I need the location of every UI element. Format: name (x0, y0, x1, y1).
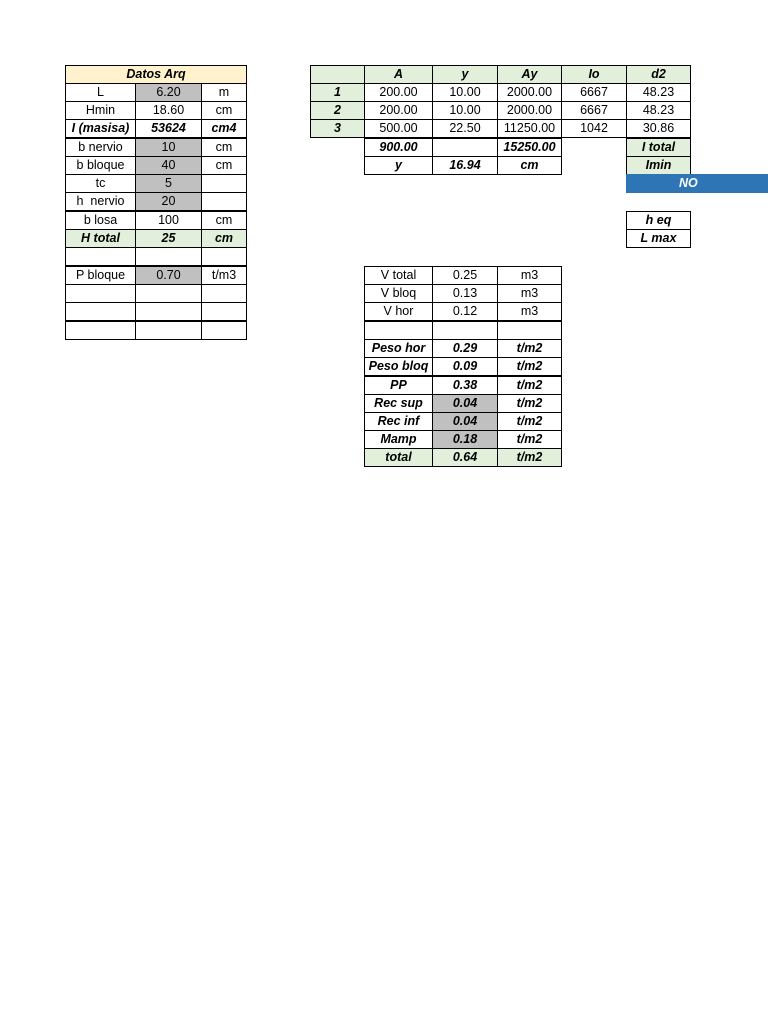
cell-unit-peso-hor: t/m2 (497, 339, 562, 358)
cell-unit-p-bloque: t/m3 (201, 266, 247, 285)
cell-value-h-nervio[interactable]: 20 (135, 192, 202, 211)
cell-label-p-bloque: P bloque (65, 266, 136, 285)
cell-value-rec-inf[interactable]: 0.04 (432, 412, 498, 431)
cell-label-i-masisa: I (masisa) (65, 119, 136, 138)
table-cell[interactable]: 200.00 (364, 83, 433, 102)
status-banner: NO (626, 174, 768, 193)
cell-unit-v-total: m3 (497, 266, 562, 285)
cell-value-peso-bloq[interactable]: 0.09 (432, 357, 498, 376)
row-index: 1 (310, 83, 365, 102)
cell-empty[interactable] (432, 321, 498, 340)
table-cell[interactable]: 10.00 (432, 83, 498, 102)
row-index: 2 (310, 101, 365, 120)
cell-empty[interactable] (65, 302, 136, 321)
cell-value-hmin[interactable]: 18.60 (135, 101, 202, 120)
cell-value-i-masisa[interactable]: 53624 (135, 119, 202, 138)
label-i-total: I total (626, 138, 691, 157)
cell-empty[interactable] (65, 247, 136, 266)
table-cell[interactable]: 6667 (561, 83, 627, 102)
table-cell[interactable]: 48.23 (626, 83, 691, 102)
cell-value-l[interactable]: 6.20 (135, 83, 202, 102)
cell-value-h-total[interactable]: 25 (135, 229, 202, 248)
cell-label-rec-sup: Rec sup (364, 394, 433, 413)
cell-label-peso-bloq: Peso bloq (364, 357, 433, 376)
table-cell[interactable]: 11250.00 (497, 119, 562, 138)
cell-unit-hmin: cm (201, 101, 247, 120)
header-cell-ay: Ay (497, 65, 562, 84)
value-y-centroid[interactable]: 16.94 (432, 156, 498, 175)
header-cell-a: A (364, 65, 433, 84)
cell-label-h-nervio: h nervio (65, 192, 136, 211)
cell-unit-tc (201, 174, 247, 193)
cell-label-v-total: V total (364, 266, 433, 285)
table-cell[interactable]: 500.00 (364, 119, 433, 138)
cell-unit-h-nervio (201, 192, 247, 211)
table-cell[interactable]: 10.00 (432, 101, 498, 120)
cell-empty[interactable] (65, 321, 136, 340)
cell-empty[interactable] (135, 302, 202, 321)
sum-ay[interactable]: 15250.00 (497, 138, 562, 157)
cell-value-tc[interactable]: 5 (135, 174, 202, 193)
cell-empty[interactable] (432, 138, 498, 157)
cell-unit-h-total: cm (201, 229, 247, 248)
cell-value-b-bloque[interactable]: 40 (135, 156, 202, 175)
cell-empty[interactable] (201, 284, 247, 303)
cell-unit-mamp: t/m2 (497, 430, 562, 449)
cell-value-pp[interactable]: 0.38 (432, 376, 498, 395)
cell-empty[interactable] (65, 284, 136, 303)
cell-unit-rec-sup: t/m2 (497, 394, 562, 413)
cell-label-rec-inf: Rec inf (364, 412, 433, 431)
cell-value-v-hor[interactable]: 0.12 (432, 302, 498, 321)
cell-empty[interactable] (364, 321, 433, 340)
cell-unit-i-masisa: cm4 (201, 119, 247, 138)
cell-unit-l: m (201, 83, 247, 102)
label-y-centroid: y (364, 156, 433, 175)
label-imin: Imin (626, 156, 691, 175)
cell-label-v-bloq: V bloq (364, 284, 433, 303)
table-cell[interactable]: 200.00 (364, 101, 433, 120)
cell-unit-total: t/m2 (497, 448, 562, 467)
table-cell[interactable]: 2000.00 (497, 101, 562, 120)
table-cell[interactable]: 22.50 (432, 119, 498, 138)
unit-y-centroid: cm (497, 156, 562, 175)
cell-value-v-total[interactable]: 0.25 (432, 266, 498, 285)
header-cell-io: Io (561, 65, 627, 84)
cell-value-b-losa[interactable]: 100 (135, 211, 202, 230)
cell-label-b-nervio: b nervio (65, 138, 136, 157)
datos-arq-title: Datos Arq (65, 65, 247, 84)
table-cell[interactable]: 6667 (561, 101, 627, 120)
row-index: 3 (310, 119, 365, 138)
cell-label-pp: PP (364, 376, 433, 395)
label-h-eq: h eq (626, 211, 691, 230)
cell-unit-rec-inf: t/m2 (497, 412, 562, 431)
cell-label-tc: tc (65, 174, 136, 193)
cell-empty[interactable] (201, 247, 247, 266)
cell-label-b-bloque: b bloque (65, 156, 136, 175)
header-cell (310, 65, 365, 84)
cell-empty[interactable] (201, 321, 247, 340)
cell-value-total[interactable]: 0.64 (432, 448, 498, 467)
cell-label-peso-hor: Peso hor (364, 339, 433, 358)
label-l-max: L max (626, 229, 691, 248)
cell-unit-b-losa: cm (201, 211, 247, 230)
cell-unit-v-bloq: m3 (497, 284, 562, 303)
cell-value-b-nervio[interactable]: 10 (135, 138, 202, 157)
cell-unit-b-nervio: cm (201, 138, 247, 157)
header-cell-d2: d2 (626, 65, 691, 84)
cell-empty[interactable] (497, 321, 562, 340)
sum-a[interactable]: 900.00 (364, 138, 433, 157)
cell-label-total: total (364, 448, 433, 467)
cell-empty[interactable] (135, 321, 202, 340)
cell-empty[interactable] (201, 302, 247, 321)
table-cell[interactable]: 1042 (561, 119, 627, 138)
cell-unit-b-bloque: cm (201, 156, 247, 175)
cell-value-v-bloq[interactable]: 0.13 (432, 284, 498, 303)
cell-value-peso-hor[interactable]: 0.29 (432, 339, 498, 358)
cell-unit-pp: t/m2 (497, 376, 562, 395)
cell-label-l: L (65, 83, 136, 102)
cell-unit-v-hor: m3 (497, 302, 562, 321)
cell-value-mamp[interactable]: 0.18 (432, 430, 498, 449)
cell-label-hmin: Hmin (65, 101, 136, 120)
cell-empty[interactable] (135, 284, 202, 303)
cell-label-mamp: Mamp (364, 430, 433, 449)
cell-label-b-losa: b losa (65, 211, 136, 230)
cell-value-rec-sup[interactable]: 0.04 (432, 394, 498, 413)
cell-label-v-hor: V hor (364, 302, 433, 321)
cell-unit-peso-bloq: t/m2 (497, 357, 562, 376)
header-cell-y: y (432, 65, 498, 84)
cell-value-p-bloque[interactable]: 0.70 (135, 266, 202, 285)
table-cell[interactable]: 2000.00 (497, 83, 562, 102)
cell-label-h-total: H total (65, 229, 136, 248)
table-cell[interactable]: 48.23 (626, 101, 691, 120)
cell-empty[interactable] (135, 247, 202, 266)
table-cell[interactable]: 30.86 (626, 119, 691, 138)
